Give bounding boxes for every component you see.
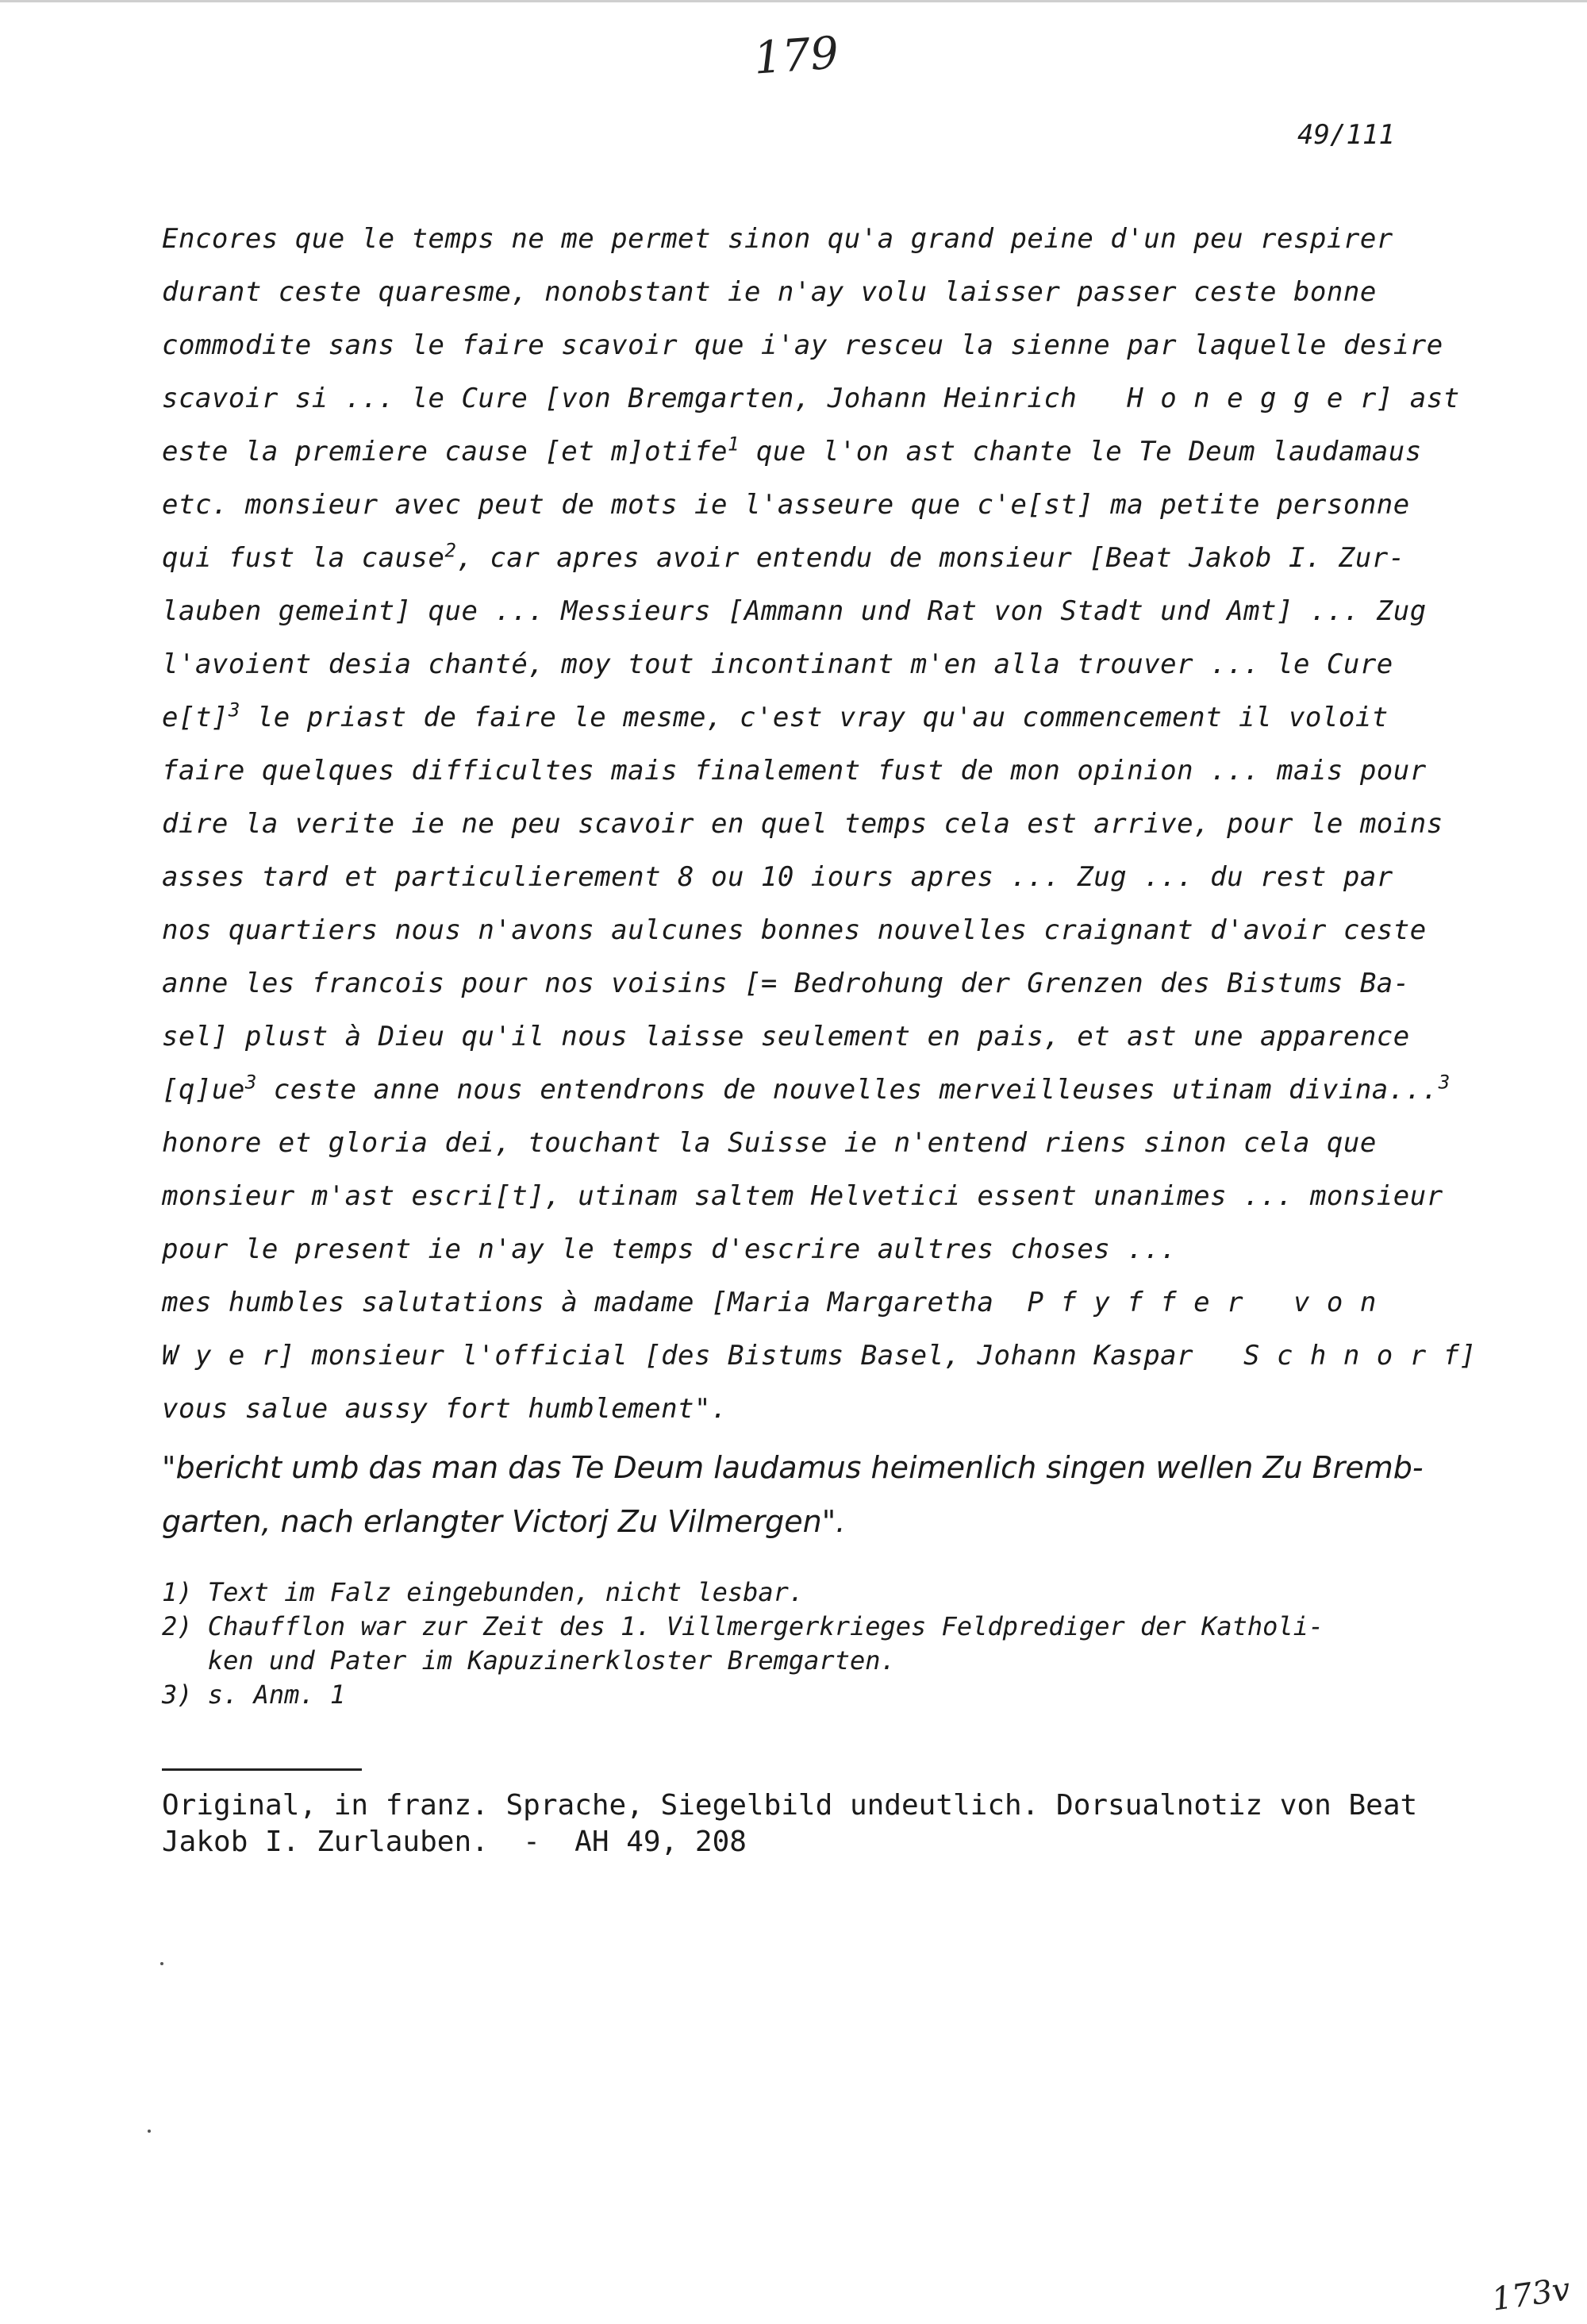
- handwritten-footer-number: 173v: [1489, 2271, 1573, 2318]
- letter-line: $e[t]^3$ le priast de faire le mesme, c'est vray qu'au commencement il voloit: [162, 698, 1389, 733]
- letter-line: anne les francois pour nos voisins [= Bedrohung der Grenzen des Bistums Ba-: [162, 968, 1410, 999]
- letter-line: qui fust la cause$^2$, car apres avoir entendu de monsieur [Beat Jakob I. Zur-: [162, 539, 1405, 574]
- letter-line: $[q]ue^3$ ceste anne nous entendrons de nouvelles merveilleuses utinam divina...$^3$: [162, 1071, 1451, 1106]
- document-number: 49/111: [1297, 119, 1395, 151]
- scan-top-edge: [0, 0, 1587, 2]
- spaced-name-pfyffer: P f y f f e r v o n: [1027, 1287, 1377, 1318]
- dorsal-note-quote: [162, 1441, 1463, 1549]
- letter-line: mes humbles salutations à madame [Maria Margaretha P f y f f e r v o n: [162, 1287, 1377, 1318]
- letter-line: vous salue aussy fort humblement".: [162, 1393, 728, 1425]
- letter-line: commodite sans le faire scavoir que i'ay resceu la sienne par laquelle desire: [162, 329, 1443, 361]
- dorsal-line: garten, nach erlangter Victorj Zu Vilmergen".: [162, 1504, 846, 1539]
- footnote: 2) Chaufflon war zur Zeit des 1. Villmergerkrieges Feldprediger der Katholi-: [162, 1611, 1324, 1641]
- scan-speck: [160, 1962, 163, 1965]
- letter-line: monsieur m'ast escri[t], utinam saltem Helvetici essent unanimes ... monsieur: [162, 1180, 1443, 1212]
- footnote: 3) s. Anm. 1: [162, 1680, 346, 1710]
- spaced-name-schnorf: S c h n o r f]: [1243, 1340, 1477, 1372]
- source-line: Jakob I. Zurlauben. - AH 49, 208: [162, 1826, 747, 1858]
- letter-line: durant ceste quaresme, nonobstant ie n'ay volu laisser passer ceste bonne: [162, 276, 1377, 308]
- letter-line: sel] plust à Dieu qu'il nous laisse seulement en pais, et ast une apparence: [162, 1021, 1410, 1052]
- letter-line: asses tard et particulierement 8 ou 10 iours apres ... Zug ... du rest par: [162, 861, 1393, 893]
- letter-line: dire la verite ie ne peu scavoir en quel temps cela est arrive, pour le moins: [162, 808, 1443, 840]
- letter-line: scavoir si ... le Cure [von Bremgarten, Johann Heinrich H o n e g g e r] ast: [162, 383, 1460, 414]
- spaced-name-honegger: H o n e g g e r]: [1127, 383, 1393, 414]
- letter-line: W y e r] monsieur l'official [des Bistums Basel, Johann Kaspar S c h n o r f]: [162, 1340, 1477, 1372]
- source-line: Original, in franz. Sprache, Siegelbild undeutlich. Dorsualnotiz von Beat: [162, 1789, 1418, 1822]
- footnote-ref-3: 3: [1438, 1071, 1451, 1094]
- footnote: ken und Pater im Kapuzinerkloster Bremgarten.: [162, 1645, 896, 1676]
- footnote-ref-3: 3: [228, 698, 240, 721]
- footnote-ref-2: 2: [444, 539, 457, 562]
- letter-line: Encores que le temps ne me permet sinon qu'a grand peine d'un peu respirer: [162, 223, 1393, 255]
- footnote-ref-1: 1: [727, 433, 740, 456]
- letter-line: este la premiere cause [et m]otife$^1$ que l'on ast chante le Te Deum laudamaus: [162, 433, 1422, 467]
- letter-line: etc. monsieur avec peut de mots ie l'asseure que c'e[st] ma petite personne: [162, 489, 1410, 521]
- source-note: [162, 1787, 1463, 1860]
- footnote-separator: [162, 1768, 362, 1771]
- scan-speck: [148, 2130, 151, 2133]
- dorsal-line: "bericht umb das man das Te Deum laudamus heimenlich singen wellen Zu Bremb-: [162, 1450, 1424, 1485]
- letter-line: nos quartiers nous n'avons aulcunes bonnes nouvelles craignant d'avoir ceste: [162, 914, 1427, 946]
- letter-line: lauben gemeint] que ... Messieurs [Ammann und Rat von Stadt und Amt] ... Zug: [162, 595, 1427, 627]
- footnote-ref-3: 3: [244, 1071, 257, 1094]
- letter-line: honore et gloria dei, touchant la Suisse ie n'entend riens sinon cela que: [162, 1127, 1377, 1159]
- footnotes: [162, 1576, 1463, 1712]
- letter-line: faire quelques difficultes mais finalement fust de mon opinion ... mais pour: [162, 755, 1427, 787]
- footnote: 1) Text im Falz eingebunden, nicht lesbar.: [162, 1577, 805, 1607]
- letter-transcription: [162, 213, 1477, 1436]
- handwritten-folio-number: 179: [751, 27, 841, 85]
- letter-line: pour le present ie n'ay le temps d'escrire aultres choses ...: [162, 1233, 1178, 1265]
- letter-line: l'avoient desia chanté, moy tout incontinant m'en alla trouver ... le Cure: [162, 648, 1393, 680]
